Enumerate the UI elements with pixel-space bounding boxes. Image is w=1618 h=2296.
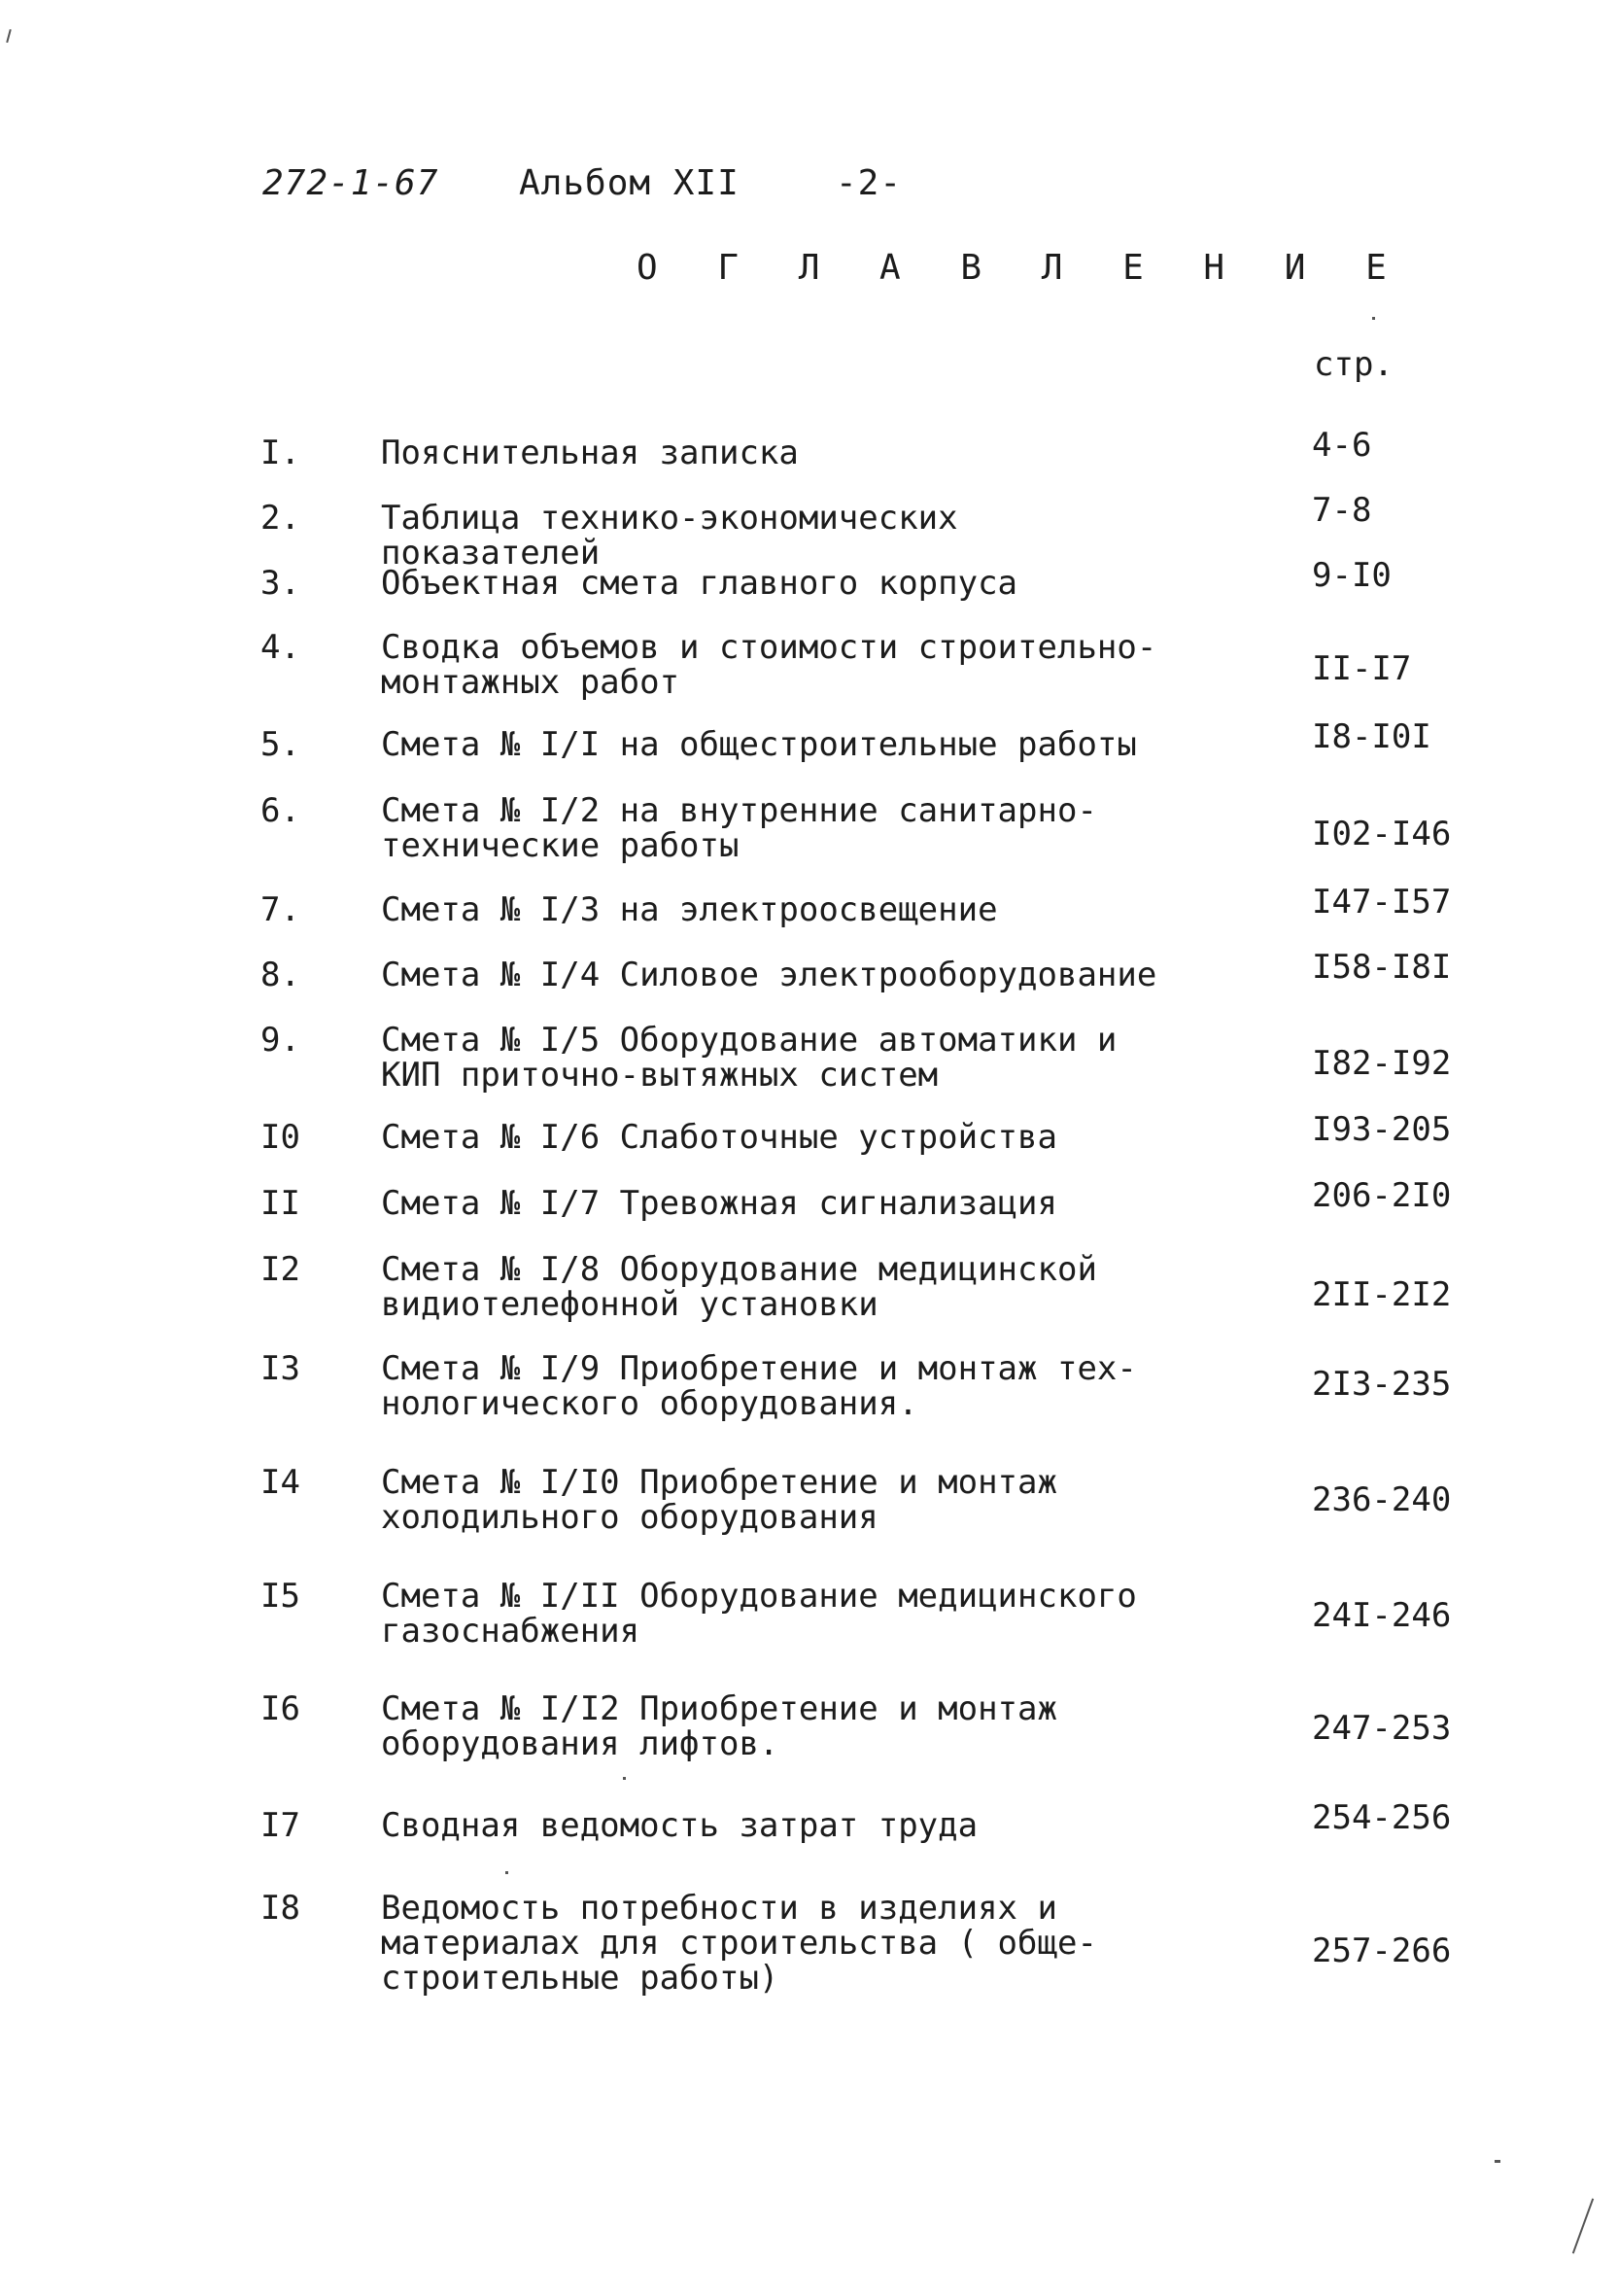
entry-number: 3. [260, 564, 300, 603]
entry-title: Смета № I/9 Приобретение и монтаж тех- нологического оборудования. [381, 1349, 1137, 1423]
entry-number: I6 [260, 1689, 300, 1728]
entry-title: Смета № I/II Оборудование медицинского газоснабжения [381, 1577, 1137, 1651]
entry-number: I4 [260, 1463, 300, 1502]
entry-number: I8 [260, 1889, 300, 1928]
entry-pages: 2I3-235 [1312, 1365, 1452, 1404]
entry-pages: I47-I57 [1312, 883, 1452, 922]
entry-title: Смета № I/7 Тревожная сигнализация [381, 1184, 1057, 1223]
entry-number: 5. [260, 725, 300, 764]
entry-title: Таблица технико-экономических показателей [381, 499, 958, 573]
entry-title: Смета № I/I на общестроительные работы [381, 725, 1137, 764]
page-title: О Г Л А В Л Е Н И Е [637, 248, 1406, 288]
entry-number: I5 [260, 1577, 300, 1616]
entry-title: Смета № I/8 Оборудование медицинской видиотелефонной установки [381, 1250, 1097, 1324]
entry-title: Смета № I/I2 Приобретение и монтаж оборудования лифтов. [381, 1689, 1057, 1763]
entry-pages: I02-I46 [1312, 815, 1452, 853]
album-label: Альбом XII [519, 163, 740, 203]
entry-pages: 254-256 [1312, 1798, 1452, 1837]
entry-number: I3 [260, 1349, 300, 1388]
entry-pages: 257-266 [1312, 1931, 1452, 1970]
entry-pages: 24I-246 [1312, 1596, 1452, 1635]
entry-number: 7. [260, 890, 300, 929]
entry-title: Сводная ведомость затрат труда [381, 1806, 979, 1845]
entry-title: Сводка объемов и стоимости строительно- монтажных работ [381, 628, 1157, 702]
page-number: -2- [836, 163, 903, 203]
entry-pages: I82-I92 [1312, 1044, 1452, 1083]
scan-speck [1372, 317, 1375, 320]
pen-stroke-mark [1572, 2198, 1594, 2253]
document-code: 272-1-67 [262, 163, 439, 203]
entry-pages: I93-205 [1312, 1110, 1452, 1149]
entry-number: I7 [260, 1806, 300, 1845]
entry-pages: I58-I8I [1312, 948, 1452, 987]
entry-title: Смета № I/5 Оборудование автоматики и КИП приточно-вытяжных систем [381, 1021, 1118, 1095]
entry-title: Смета № I/3 на электроосвещение [381, 890, 998, 929]
entry-pages: 7-8 [1312, 491, 1372, 530]
entry-pages: I8-I0I [1312, 717, 1431, 756]
entry-number: 6. [260, 791, 300, 830]
entry-title: Смета № I/4 Силовое электрооборудование [381, 956, 1157, 994]
entry-number: II [260, 1184, 300, 1223]
entry-number: 9. [260, 1021, 300, 1060]
scan-speck [623, 1777, 626, 1780]
entry-title: Объектная смета главного корпуса [381, 564, 1018, 603]
entry-number: I. [260, 434, 300, 472]
entry-pages: 4-6 [1312, 426, 1372, 465]
entry-number: I2 [260, 1250, 300, 1289]
entry-title: Смета № I/2 на внутренние санитарно- технические работы [381, 791, 1097, 865]
entry-pages: 236-240 [1312, 1480, 1452, 1519]
scan-speck [1495, 2160, 1500, 2163]
scan-speck [505, 1871, 508, 1874]
entry-pages: 2II-2I2 [1312, 1275, 1452, 1314]
entry-title: Пояснительная записка [381, 434, 799, 472]
entry-pages: 247-253 [1312, 1709, 1452, 1748]
pages-column-header: стр. [1314, 345, 1394, 384]
entry-title: Смета № I/I0 Приобретение и монтаж холодильного оборудования [381, 1463, 1057, 1537]
entry-title: Ведомость потребности в изделиях и материалах для строительства ( обще- строительные работы) [381, 1889, 1097, 1998]
entry-pages: 9-I0 [1312, 556, 1392, 595]
entry-pages: 206-2I0 [1312, 1176, 1452, 1215]
entry-pages: II-I7 [1312, 649, 1412, 688]
entry-number: 4. [260, 628, 300, 667]
entry-number: I0 [260, 1118, 300, 1157]
pen-stroke-mark [6, 29, 12, 43]
entry-number: 8. [260, 956, 300, 994]
entry-title: Смета № I/6 Слаботочные устройства [381, 1118, 1057, 1157]
entry-number: 2. [260, 499, 300, 538]
